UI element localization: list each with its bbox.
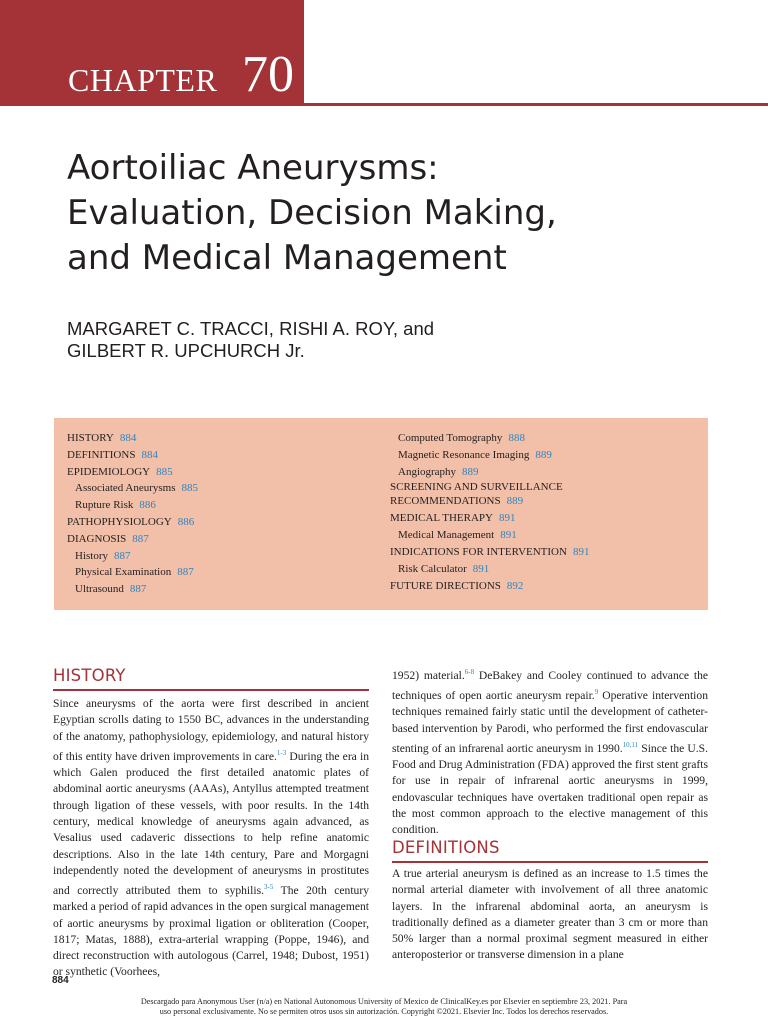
toc-entry-page[interactable]: 891: [472, 562, 490, 575]
author-line: GILBERT R. UPCHURCH Jr.: [67, 340, 305, 361]
toc-entry[interactable]: [67, 581, 198, 598]
toc-entry-label: PATHOPHYSIOLOGY: [67, 515, 172, 528]
toc-entry[interactable]: [390, 447, 640, 464]
toc-entry[interactable]: [390, 430, 640, 447]
toc-entry[interactable]: [67, 514, 198, 531]
toc-entry-page[interactable]: 886: [177, 515, 195, 528]
toc-entry-page[interactable]: 885: [181, 482, 199, 495]
toc-entry-page[interactable]: 891: [572, 545, 590, 558]
toc-entry-page[interactable]: 884: [141, 448, 158, 461]
toc-entry-page[interactable]: 884: [119, 432, 137, 444]
toc-entry[interactable]: [390, 480, 640, 508]
toc-entry-page[interactable]: 887: [129, 583, 147, 596]
toc-entry-label: Angiography: [398, 465, 457, 478]
toc-entry-page[interactable]: 891: [500, 529, 517, 542]
chapter-contents-box: [54, 418, 708, 610]
toc-entry-label: DEFINITIONS: [67, 448, 136, 461]
toc-entry[interactable]: [67, 430, 198, 447]
toc-entry[interactable]: [67, 480, 198, 497]
toc-entry[interactable]: [67, 447, 198, 464]
toc-entry[interactable]: [390, 544, 640, 561]
toc-entry[interactable]: [390, 561, 640, 578]
toc-entry-page[interactable]: 891: [498, 512, 516, 525]
citation-link[interactable]: 3-5: [264, 883, 274, 892]
download-notice: [110, 997, 658, 1017]
toc-entry[interactable]: [390, 527, 640, 544]
toc-entry-page[interactable]: 889: [462, 465, 479, 478]
toc-entry-label: INDICATIONS FOR INTERVENTION: [390, 545, 567, 558]
toc-entry[interactable]: [67, 531, 198, 548]
definitions-paragraph: A true arterial aneurysm is defined as an increase to 1.5 times the normal arterial diameter with involvement of all three anatomic layers. In the infrarenal abdominal aorta, an aneurysm is traditionally defined as a diameter greater than 3 cm or more than 50% larger than a normal proximal segment measured in either anteroposterior or transverse dimension in a plane: [392, 867, 708, 962]
toc-column-right: [390, 430, 640, 594]
toc-entry-label: FUTURE DIRECTIONS: [390, 579, 501, 592]
toc-entry-label: Risk Calculator: [398, 562, 467, 575]
toc-entry-page[interactable]: 887: [132, 532, 149, 545]
toc-entry-label: Physical Examination: [75, 566, 172, 579]
toc-entry-label: Rupture Risk: [75, 499, 134, 512]
title-line: Aortoiliac Aneurysms:: [67, 148, 439, 188]
title-line: Evaluation, Decision Making,: [67, 193, 557, 233]
toc-entry-label: Associated Aneurysms: [75, 482, 176, 495]
history-paragraph-continued: 1952) material.$^{6-8}$ DeBakey and Cooley continued to advance the techniques of open aortic aneurysm repair.$^9$ Operative intervention techniques remained fairly static until the development of catheter-based intervention by Parodi, who performed the first endovascular stenting of an infrarenal aortic aneurysm in 1990.$^{10,11}$ Since the U.S. Food and Drug Administration (FDA) approved the first stent grafts for use in repair of infrarenal aortic aneurysms in 1999, endovascular techniques have overtaken traditional open repair as the most common approach to the elective management of this condition.: [392, 668, 709, 837]
section-rule: [392, 861, 708, 863]
toc-entry-page[interactable]: 886: [139, 499, 156, 512]
toc-column-left: [67, 430, 198, 598]
toc-entry-label: EPIDEMIOLOGY: [67, 465, 151, 478]
footer-line: Descargado para Anonymous User (n/a) en National Autonomous University of Mexico de ClinicalKey.es por Elsevier en septiembre 23, 2021. Para: [140, 997, 628, 1006]
toc-entry-page[interactable]: 889: [535, 448, 552, 461]
author-line: MARGARET C. TRACCI, RISHI A. ROY, and: [67, 318, 435, 339]
toc-entry-label: HISTORY: [67, 432, 114, 444]
citation-link[interactable]: 9: [594, 688, 599, 697]
toc-entry-page[interactable]: 887: [114, 549, 131, 562]
citation-link[interactable]: 6-8: [464, 668, 475, 676]
toc-entry[interactable]: [390, 464, 640, 481]
toc-entry[interactable]: [67, 497, 198, 514]
citation-link[interactable]: 1-3: [276, 748, 287, 757]
toc-entry-label: MEDICAL THERAPY: [390, 512, 493, 525]
toc-entry-label: History: [75, 549, 108, 562]
banner-rule: [0, 103, 768, 106]
toc-entry-label: Ultrasound: [75, 583, 124, 596]
toc-entry-page[interactable]: 888: [508, 432, 525, 444]
authors: [67, 318, 434, 362]
section-rule: [53, 689, 369, 691]
title-line: and Medical Management: [67, 238, 507, 278]
section-heading-definitions: DEFINITIONS: [392, 838, 500, 857]
toc-entry-page[interactable]: 885: [156, 465, 173, 478]
toc-entry-page[interactable]: 892: [506, 579, 524, 592]
toc-entry-label: Medical Management: [398, 529, 495, 542]
toc-entry[interactable]: [67, 464, 198, 481]
toc-entry-label: DIAGNOSIS: [67, 532, 127, 545]
chapter-label: CHAPTER: [68, 62, 218, 98]
page-number: 884: [52, 975, 69, 986]
section-heading-history: HISTORY: [53, 666, 126, 685]
toc-entry-label: SCREENING AND SURVEILLANCE RECOMMENDATIONS: [390, 481, 563, 508]
chapter-title: [67, 146, 707, 281]
toc-entry[interactable]: [67, 548, 198, 565]
toc-entry-page[interactable]: 887: [177, 566, 194, 579]
toc-entry-label: Computed Tomography: [398, 432, 503, 444]
chapter-number: 70: [242, 46, 294, 103]
chapter-banner: [0, 0, 768, 106]
citation-link[interactable]: 10,11: [622, 740, 639, 749]
toc-entry-page[interactable]: 889: [506, 495, 524, 508]
toc-entry[interactable]: [390, 510, 640, 527]
toc-entry[interactable]: [67, 564, 198, 581]
toc-entry-label: Magnetic Resonance Imaging: [398, 448, 530, 461]
footer-line: uso personal exclusivamente. No se permiten otros usos sin autorización. Copyright ©2021. Elsevier Inc. Todos los derechos reservados.: [159, 1007, 609, 1016]
history-paragraph: Since aneurysms of the aorta were first described in ancient Egyptian scrolls dating to 1550 BC, advances in the understanding of the anatomy, pathophysiology, epidemiology, and natural history of this entity have driven improvements in care.$^{1-3}$ During the era in which Galen produced the first detailed anatomic plates of abdominal aortic aneurysms (AAAs), Antyllus attempted treatment through ligation of these vessels, with poor results. In the 14th century, medical knowledge of aneurysms again advanced, as Vesalius used cadaveric dissections to help refine anatomic descriptions. Also in the late 14th century, Pare and Morgagni independently noted the development of aneurysms in prostitutes and correctly attributed them to syphilis.$^{3-5}$ The 20th century marked a period of rapid advances in the open surgical management of aortic aneurysms by proximal ligation or obliteration (Cooper, 1817; Matas, 1888), extra-arterial wrapping (Poppe, 1946), and direct reconstruction with autologous (Carrel, 1948; Dubost, 1951) or synthetic (Voorhees,: [53, 697, 370, 979]
toc-entry[interactable]: [390, 578, 640, 595]
